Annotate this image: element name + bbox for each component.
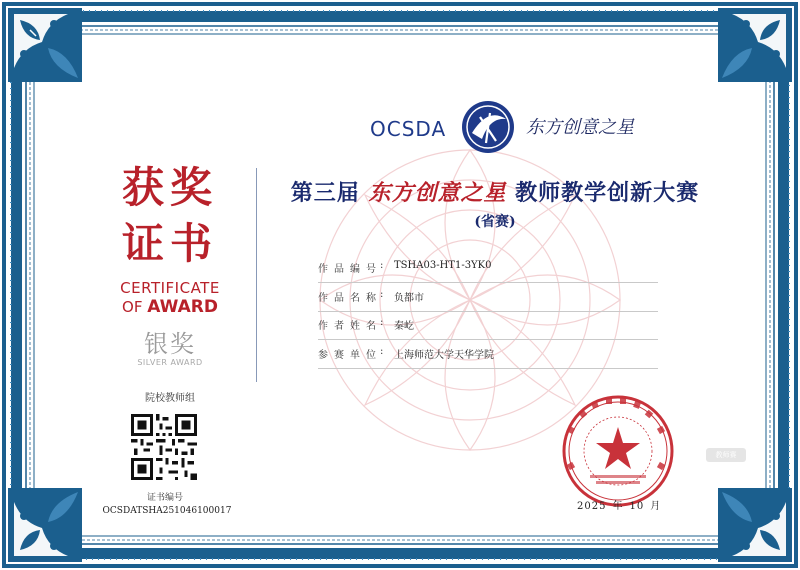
info-label: 作者姓名 <box>318 321 378 332</box>
info-row <box>318 256 658 283</box>
info-label: 作品名称 <box>318 292 378 304</box>
info-colon: : <box>380 260 384 271</box>
issue-date <box>574 497 664 512</box>
info-value: 上海师范大学天华学院 <box>394 349 494 361</box>
competition-group: 院校教师组 <box>145 393 195 404</box>
certificate-number: OCSDATSHA251046100017 <box>102 506 232 516</box>
date-year: 2025 <box>577 501 607 512</box>
official-seal-icon <box>560 393 676 509</box>
corner-ornament-icon <box>718 488 792 562</box>
certificate-number-label: 证书编号 <box>146 493 183 503</box>
award-panel <box>95 160 245 404</box>
logo-script-name: 东方创意之星 <box>526 117 634 138</box>
corner-ornament-icon <box>8 8 82 82</box>
award-level: 银奖 <box>144 330 196 358</box>
info-colon: : <box>380 345 384 357</box>
date-month: 10 <box>629 501 645 512</box>
info-value: TSHA03-HT1-3YK0 <box>394 260 492 271</box>
info-row <box>318 313 658 340</box>
title-prefix: 第三届 <box>290 180 360 206</box>
work-info <box>318 256 658 370</box>
award-title-line2: 证书 <box>121 219 218 268</box>
info-label: 参赛单位 <box>318 349 378 361</box>
org-name: OCSDA <box>370 117 447 141</box>
info-colon: : <box>380 317 384 328</box>
competition-subtitle: (省赛) <box>474 214 516 230</box>
date-year-unit: 年 <box>612 501 624 512</box>
info-value: 秦屹 <box>394 321 414 332</box>
corner-ornament-icon <box>8 488 82 562</box>
award-title-line1: 获奖 <box>121 163 218 212</box>
info-colon: : <box>380 288 384 300</box>
vertical-divider <box>256 168 257 382</box>
certificate-label: CERTIFICATE <box>120 279 220 297</box>
info-row <box>318 285 658 312</box>
info-value: 负都市 <box>394 292 424 304</box>
of-award-label <box>95 298 245 316</box>
category-badge: 教师赛 <box>706 448 746 462</box>
of-label: OF <box>122 298 143 316</box>
info-label: 作品编号 <box>318 264 378 275</box>
award-label: AWARD <box>147 297 218 317</box>
qr-code-icon <box>131 414 197 480</box>
title-suffix: 教师教学创新大赛 <box>515 180 700 206</box>
corner-ornament-icon <box>718 8 792 82</box>
organization-logo <box>360 95 680 155</box>
title-script: 东方创意之星 <box>368 180 507 206</box>
competition-title <box>270 176 720 207</box>
ocsda-star-logo-icon <box>460 99 516 155</box>
date-month-unit: 月 <box>650 501 662 512</box>
award-level-en: SILVER AWARD <box>137 358 203 367</box>
info-row <box>318 342 658 369</box>
